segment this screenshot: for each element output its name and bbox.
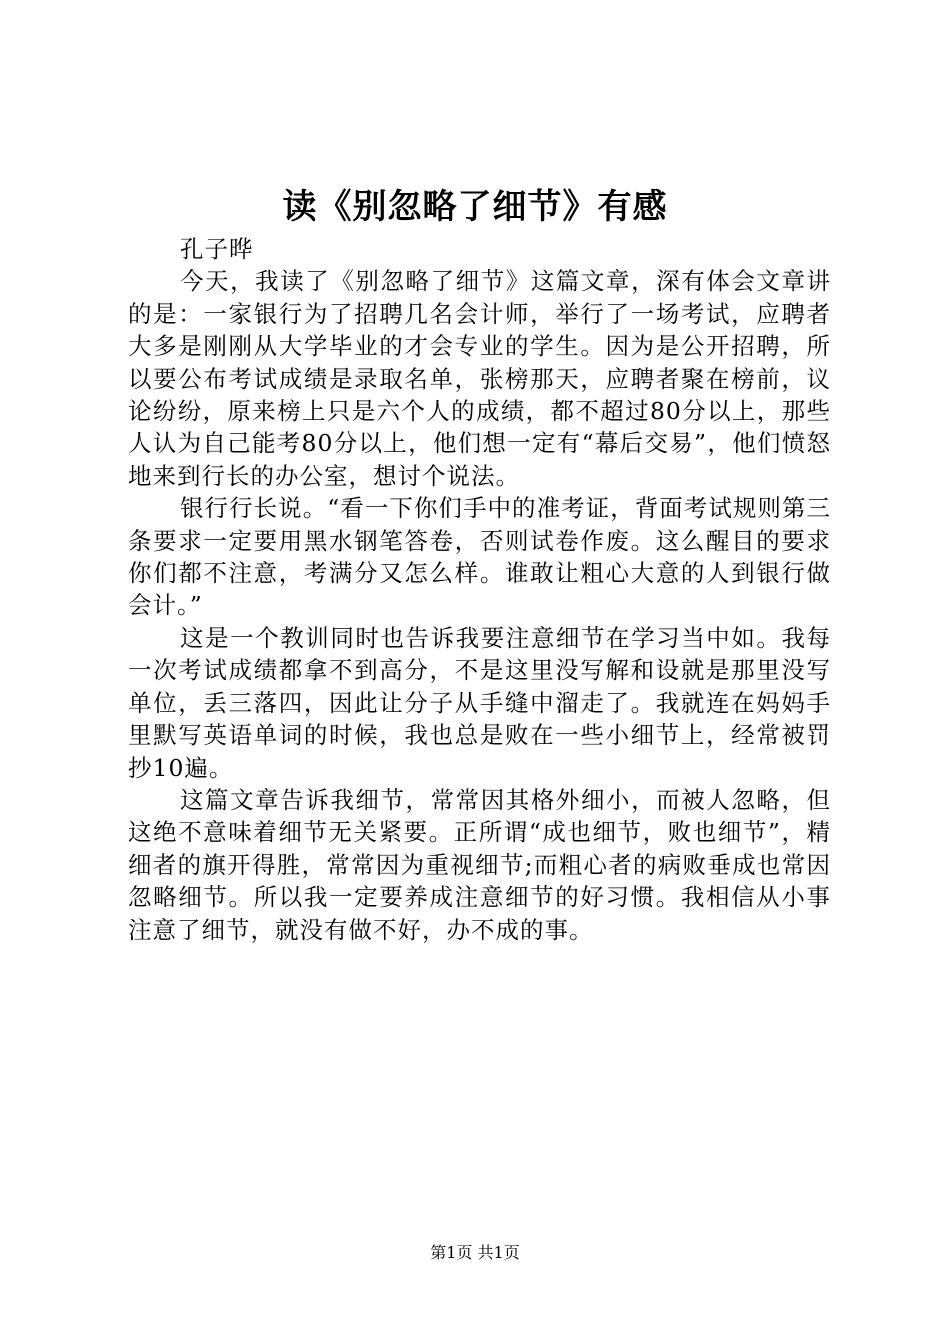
body-paragraph-3: 这是一个教训同时也告诉我要注意细节在学习当中如。我每一次考试成绩都拿不到高分，不是这里没写解和设就是那里没写单位，丢三落四，因此让分子从手缝中溜走了。我就连在妈妈手里默写英语单词的时候，我也总是败在一些小细节上，经常被罚抄10遍。: [128, 623, 831, 782]
body-paragraph-4: 这篇文章告诉我细节，常常因其格外细小，而被人忽略，但这绝不意味着细节无关紧要。正所谓“成也细节，败也细节”，精细者的旗开得胜，常常因为重视细节;而粗心者的病败垂成也常因忽略细节。所以我一定要养成注意细节的好习惯。我相信从小事注意了细节，就没有做不好，办不成的事。: [128, 785, 831, 944]
page-number-footer: 第1页 共1页: [430, 1243, 520, 1262]
body-paragraph-2: 银行行长说。“看一下你们手中的准考证，背面考试规则第三条要求一定要用黑水钢笔答卷，否则试卷作废。这么醒目的要求你们都不注意，考满分又怎么样。谁敢让粗心大意的人到银行做会计。”: [128, 494, 831, 620]
document-body: [128, 233, 831, 946]
body-paragraph-1: 今天，我读了《别忽略了细节》这篇文章，深有体会文章讲的是：一家银行为了招聘几名会计师，举行了一场考试，应聘者大多是刚刚从大学毕业的才会专业的学生。因为是公开招聘，所以要公布考试成绩是录取名单，张榜那天，应聘者聚在榜前，议论纷纷，原来榜上只是六个人的成绩，都不超过80分以上，那些人认为自己能考80分以上，他们想一定有“幕后交易”，他们愤怒地来到行长的办公室，想讨个说法。: [128, 267, 831, 490]
author-name: 孔子晔: [180, 235, 254, 263]
document-title: 读《别忽略了细节》有感: [282, 187, 668, 227]
